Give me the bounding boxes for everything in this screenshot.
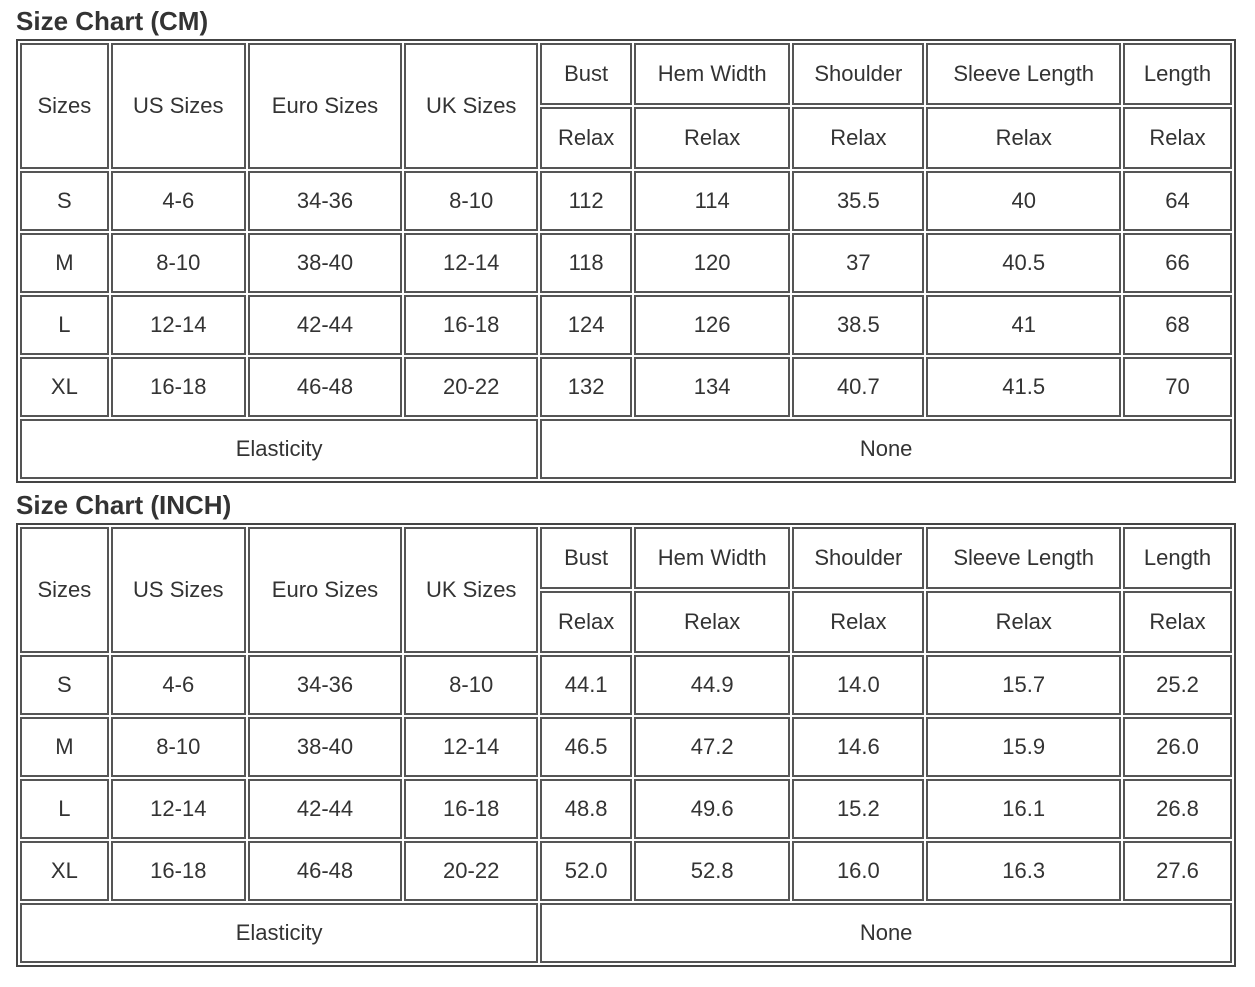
table-cell: 44.9	[634, 655, 790, 715]
table-cell: M	[20, 233, 109, 293]
table-cell: 12-14	[404, 717, 538, 777]
table-cell: L	[20, 295, 109, 355]
subheader-relax: Relax	[792, 591, 924, 653]
table-row	[20, 295, 1232, 355]
header-us-sizes: US Sizes	[111, 527, 246, 653]
table-cell: 40.5	[926, 233, 1121, 293]
table-cell: 52.0	[540, 841, 632, 901]
elasticity-row	[20, 903, 1232, 963]
subheader-relax: Relax	[926, 107, 1121, 169]
table-cell: 26.8	[1123, 779, 1232, 839]
table-cell: 120	[634, 233, 790, 293]
table-cell: 15.2	[792, 779, 924, 839]
table-cell: 70	[1123, 357, 1232, 417]
table-cell: 20-22	[404, 357, 538, 417]
table-cell: 112	[540, 171, 632, 231]
header-sizes: Sizes	[20, 43, 109, 169]
table-cell: 16.3	[926, 841, 1121, 901]
table-cell: 126	[634, 295, 790, 355]
size-chart-cm-title: Size Chart (CM)	[16, 6, 209, 36]
header-bust: Bust	[540, 43, 632, 105]
table-cell: 16-18	[404, 295, 538, 355]
table-row	[20, 717, 1232, 777]
size-chart-inch-title: Size Chart (INCH)	[16, 490, 232, 520]
elasticity-value: None	[540, 903, 1232, 963]
table-cell: 15.9	[926, 717, 1121, 777]
table-cell: 40	[926, 171, 1121, 231]
table-cell: 8-10	[111, 717, 246, 777]
header-length: Length	[1123, 43, 1232, 105]
table-cell: 27.6	[1123, 841, 1232, 901]
table-cell: 114	[634, 171, 790, 231]
table-cell: 4-6	[111, 171, 246, 231]
table-cell: 47.2	[634, 717, 790, 777]
table-cell: 41	[926, 295, 1121, 355]
table-cell: 49.6	[634, 779, 790, 839]
table-cell: 40.7	[792, 357, 924, 417]
table-cell: 46.5	[540, 717, 632, 777]
table-cell: 52.8	[634, 841, 790, 901]
header-euro-sizes: Euro Sizes	[248, 43, 402, 169]
table-cell: S	[20, 655, 109, 715]
subheader-relax: Relax	[792, 107, 924, 169]
header-shoulder: Shoulder	[792, 43, 924, 105]
size-chart-cm-table	[16, 39, 1236, 483]
table-cell: 12-14	[111, 295, 246, 355]
subheader-relax: Relax	[1123, 591, 1232, 653]
table-cell: 35.5	[792, 171, 924, 231]
table-cell: 132	[540, 357, 632, 417]
table-cell: 4-6	[111, 655, 246, 715]
table-cell: 26.0	[1123, 717, 1232, 777]
subheader-relax: Relax	[1123, 107, 1232, 169]
table-cell: 64	[1123, 171, 1232, 231]
table-row	[20, 655, 1232, 715]
table-row	[20, 233, 1232, 293]
table-cell: 16.0	[792, 841, 924, 901]
table-cell: 124	[540, 295, 632, 355]
table-cell: 16.1	[926, 779, 1121, 839]
table-cell: 118	[540, 233, 632, 293]
table-cell: 14.0	[792, 655, 924, 715]
table-row	[20, 779, 1232, 839]
elasticity-value: None	[540, 419, 1232, 479]
subheader-relax: Relax	[540, 591, 632, 653]
table-cell: M	[20, 717, 109, 777]
table-cell: 12-14	[111, 779, 246, 839]
header-row	[20, 527, 1232, 589]
header-sleeve-length: Sleeve Length	[926, 43, 1121, 105]
table-cell: 68	[1123, 295, 1232, 355]
header-us-sizes: US Sizes	[111, 43, 246, 169]
header-hem-width: Hem Width	[634, 43, 790, 105]
table-cell: 8-10	[111, 233, 246, 293]
table-cell: 15.7	[926, 655, 1121, 715]
table-cell: 38-40	[248, 717, 402, 777]
table-cell: 41.5	[926, 357, 1121, 417]
table-cell: 134	[634, 357, 790, 417]
size-chart-inch-table	[16, 523, 1236, 967]
header-shoulder: Shoulder	[792, 527, 924, 589]
table-row	[20, 171, 1232, 231]
elasticity-label: Elasticity	[20, 419, 538, 479]
table-cell: 8-10	[404, 171, 538, 231]
table-cell: S	[20, 171, 109, 231]
table-cell: 25.2	[1123, 655, 1232, 715]
table-cell: 66	[1123, 233, 1232, 293]
table-cell: 37	[792, 233, 924, 293]
table-cell: L	[20, 779, 109, 839]
elasticity-label: Elasticity	[20, 903, 538, 963]
header-sleeve-length: Sleeve Length	[926, 527, 1121, 589]
header-euro-sizes: Euro Sizes	[248, 527, 402, 653]
subheader-relax: Relax	[634, 107, 790, 169]
table-cell: 16-18	[111, 841, 246, 901]
subheader-relax: Relax	[634, 591, 790, 653]
table-cell: 12-14	[404, 233, 538, 293]
table-cell: XL	[20, 841, 109, 901]
table-cell: 46-48	[248, 357, 402, 417]
table-cell: 34-36	[248, 171, 402, 231]
table-cell: 48.8	[540, 779, 632, 839]
table-cell: 38.5	[792, 295, 924, 355]
table-cell: 14.6	[792, 717, 924, 777]
table-row	[20, 841, 1232, 901]
table-cell: 42-44	[248, 779, 402, 839]
table-cell: XL	[20, 357, 109, 417]
table-cell: 8-10	[404, 655, 538, 715]
table-cell: 44.1	[540, 655, 632, 715]
header-length: Length	[1123, 527, 1232, 589]
header-row	[20, 43, 1232, 105]
header-bust: Bust	[540, 527, 632, 589]
header-hem-width: Hem Width	[634, 527, 790, 589]
table-cell: 16-18	[404, 779, 538, 839]
table-cell: 46-48	[248, 841, 402, 901]
table-cell: 20-22	[404, 841, 538, 901]
table-cell: 38-40	[248, 233, 402, 293]
table-cell: 42-44	[248, 295, 402, 355]
header-uk-sizes: UK Sizes	[404, 43, 538, 169]
header-uk-sizes: UK Sizes	[404, 527, 538, 653]
elasticity-row	[20, 419, 1232, 479]
table-cell: 34-36	[248, 655, 402, 715]
subheader-relax: Relax	[540, 107, 632, 169]
header-sizes: Sizes	[20, 527, 109, 653]
subheader-relax: Relax	[926, 591, 1121, 653]
table-row	[20, 357, 1232, 417]
table-cell: 16-18	[111, 357, 246, 417]
